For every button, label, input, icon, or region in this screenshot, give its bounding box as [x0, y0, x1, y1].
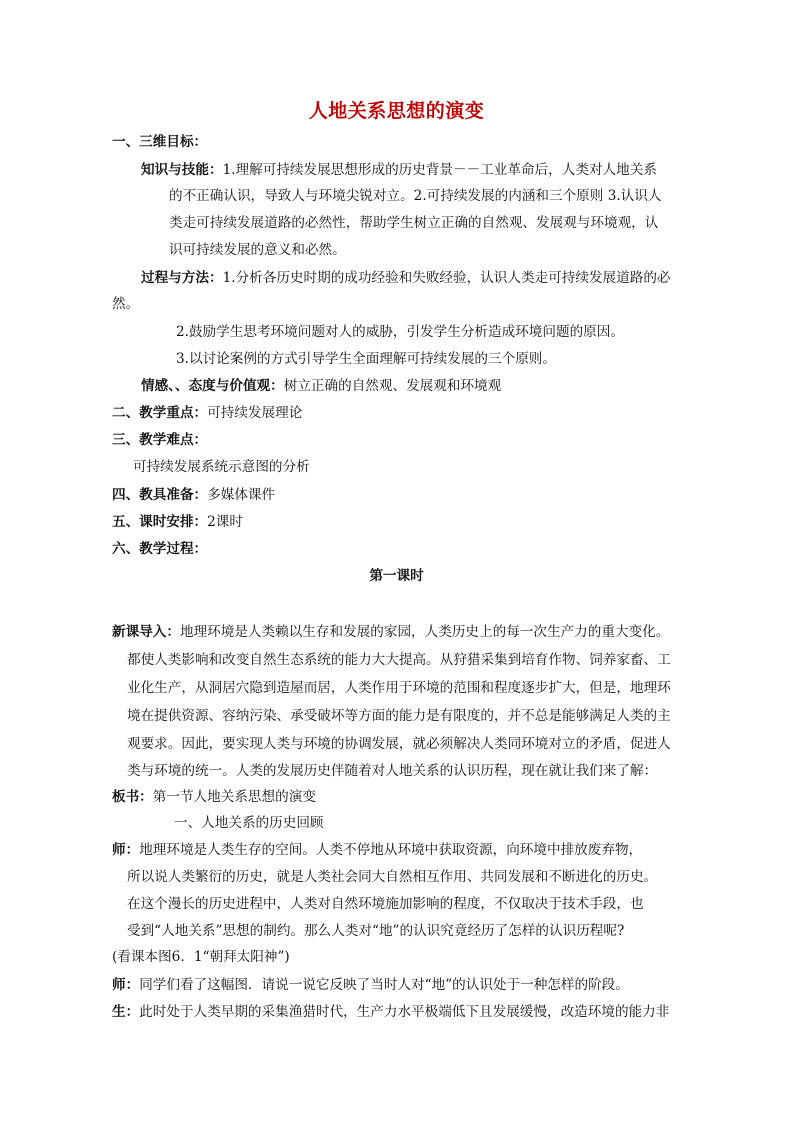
board-line — [112, 787, 316, 807]
intro-line-4: 境在提供资源、容纳污染、承受破坏等方面的能力是有限度的，并不总是能够满足人类的主 — [127, 708, 671, 724]
teacher-text-5: 同学们看了这幅图．请说一说它反映了当时人对“地”的认识处于一种怎样的阶段。 — [139, 977, 629, 993]
process-text-1: 1.分析各历史时期的成功经验和失败经验，认识人类走可持续发展道路的必 — [222, 270, 671, 286]
key-point-text: 可持续发展理论 — [207, 405, 303, 421]
process-line-4: 3.以讨论案例的方式引导学生全面理解可持续发展的三个原则。 — [176, 351, 556, 367]
document-title: 人地关系思想的演变 — [308, 100, 485, 122]
board-label: 板书： — [112, 789, 153, 805]
see-figure-note: (看课本图6．1“朝拜太阳神”) — [112, 949, 290, 965]
difficulty-label: 三、教学难点： — [112, 432, 208, 448]
tools-label: 四、教具准备： — [112, 487, 208, 503]
teacher-text-1: 地理环境是人类生存的空间。人类不停地从环境中获取资源，向环境中排放废弃物， — [139, 842, 643, 858]
intro-line-6: 类与环境的统一。人类的发展历史伴随着对人地关系的认识历程，现在就让我们来了解： — [127, 763, 658, 779]
difficulty-text: 可持续发展系统示意图的分析 — [133, 459, 310, 475]
knowledge-line-3: 类走可持续发展道路的必然性，帮助学生树立正确的自然观、发展观与环境观，认 — [169, 215, 659, 231]
schedule-label: 五、课时安排： — [112, 514, 208, 530]
key-point-label: 二、教学重点： — [112, 405, 208, 421]
intro-line-3: 业化生产，从洞居穴隐到造屋而居，人类作用于环境的范围和程度逐步扩大，但是，地理环 — [127, 680, 671, 696]
goals-heading: 一、三维目标： — [112, 134, 208, 150]
lesson-title: 第一课时 — [369, 568, 424, 584]
schedule-line — [112, 512, 243, 532]
emotion-text: 树立正确的自然观、发展观和环境观 — [283, 378, 502, 394]
teacher-label-1: 师： — [112, 842, 140, 858]
process-line-2: 然。 — [112, 296, 140, 312]
process-line-3: 2.鼓励学生思考环境问题对人的威胁，引发学生分析造成环境问题的原因。 — [176, 324, 624, 340]
teacher-line-5 — [112, 975, 629, 995]
tools-text: 多媒体课件 — [207, 487, 276, 503]
schedule-text: 2课时 — [207, 514, 243, 530]
intro-label: 新课导入： — [112, 624, 180, 640]
board-text: 第一节人地关系思想的演变 — [152, 789, 316, 805]
teacher-line-3: 在这个漫长的历史进程中，人类对自然环境施加影响的程度，不仅取决于技术手段，也 — [127, 896, 644, 912]
knowledge-line-4: 识可持续发展的意义和必然。 — [169, 242, 346, 258]
process-heading: 六、教学过程： — [112, 541, 208, 557]
emotion-label: 情感、、态度与价值观： — [141, 378, 284, 394]
process-label: 过程与方法： — [141, 270, 223, 286]
intro-line-5: 观要求。因此，要实现人类与环境的协调发展，就必须解决人类同环境对立的矛盾，促进人 — [127, 736, 671, 752]
section-heading-1: 一、人地关系的历史回顾 — [174, 815, 324, 831]
process-line-1 — [141, 268, 671, 288]
knowledge-label: 知识与技能： — [141, 162, 223, 178]
key-point-line — [112, 403, 302, 423]
student-label-1: 生： — [112, 1004, 140, 1020]
teacher-line-2: 所以说人类繁衍的历史，就是人类社会同大自然相互作用、共同发展和不断进化的历史。 — [127, 869, 658, 885]
emotion-line — [141, 376, 501, 396]
knowledge-text-1: 1.理解可持续发展思想形成的历史背景－－工业革命后，人类对人地关系 — [222, 162, 657, 178]
intro-line-1 — [112, 622, 669, 642]
knowledge-line-1 — [141, 160, 657, 180]
intro-text-1: 地理环境是人类赖以生存和发展的家园，人类历史上的每一次生产力的重大变化。 — [179, 624, 670, 640]
student-text-1: 此时处于人类早期的采集渔猎时代，生产力水平极端低下且发展缓慢，改造环境的能力非 — [139, 1004, 670, 1020]
teacher-label-2: 师： — [112, 977, 140, 993]
teacher-line-1 — [112, 840, 642, 860]
student-line-1 — [112, 1002, 669, 1022]
knowledge-line-2: 的不正确认识，导致人与环境尖锐对立。2.可持续发展的内涵和三个原则 3.认识人 — [169, 188, 662, 204]
tools-line — [112, 485, 275, 505]
teacher-line-4: 受到“人地关系”思想的制约。那么人类对“地”的认识究竟经历了怎样的认识历程呢? — [127, 923, 625, 939]
intro-line-2: 都使人类影响和改变自然生态系统的能力大大提高。从狩猎采集到培育作物、饲养家畜、工 — [127, 652, 671, 668]
